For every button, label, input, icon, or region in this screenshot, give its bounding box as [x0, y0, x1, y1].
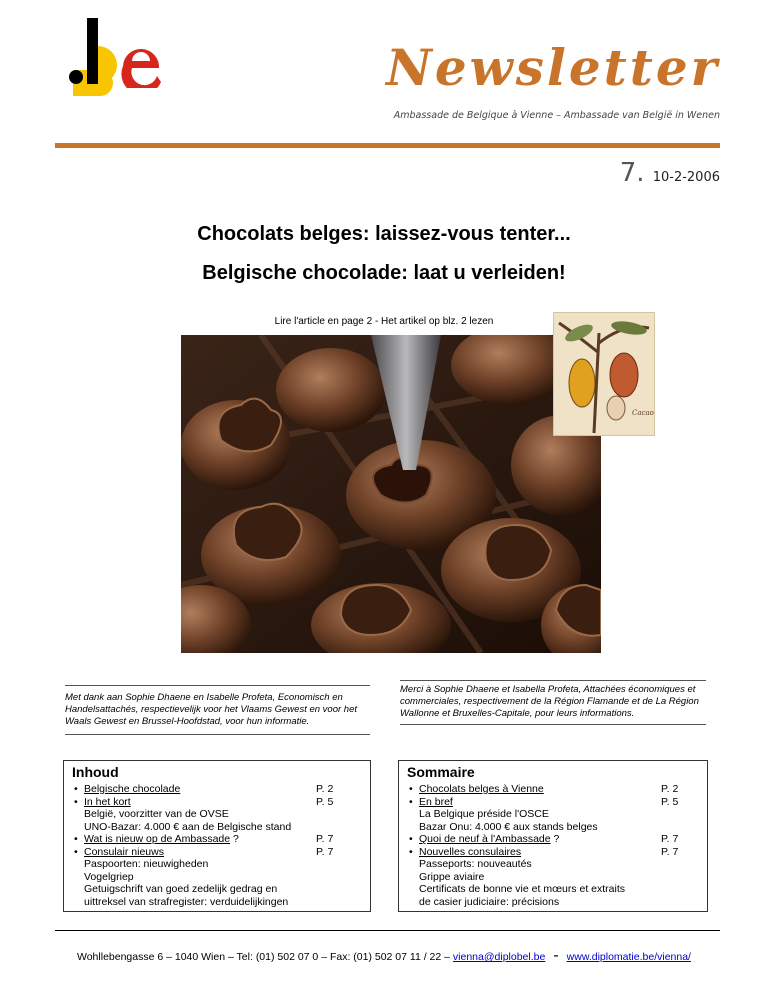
toc-item[interactable] [84, 796, 314, 809]
toc-link[interactable]: En bref [419, 795, 453, 808]
toc-item[interactable] [419, 796, 649, 809]
toc-page-number [661, 808, 678, 821]
chocolates-photo [181, 335, 601, 653]
toc-page-number: P. 5 [661, 795, 679, 808]
inhoud-list [64, 783, 314, 908]
toc-item [84, 821, 314, 834]
footer-separator: - [553, 947, 559, 964]
chocolates-piping-photo-icon [181, 335, 601, 653]
header-divider [55, 143, 720, 148]
toc-item [84, 883, 314, 896]
toc-link[interactable]: Belgische chocolade [84, 783, 181, 795]
logo-text [69, 16, 179, 100]
toc-subitem: België, voorzitter van de OVSE [84, 808, 229, 820]
toc-item [419, 821, 649, 834]
toc-item[interactable] [419, 846, 649, 859]
headline-fr: Chocolats belges: laissez-vous tenter... [197, 223, 571, 245]
newsletter-title: Newsletter [386, 38, 720, 97]
sommaire-box [398, 760, 708, 912]
toc-item[interactable] [419, 833, 649, 846]
inhoud-pages [316, 783, 333, 858]
toc-item[interactable] [419, 783, 649, 796]
cacao-caption: Cacao [632, 409, 654, 417]
toc-item [419, 871, 649, 884]
inhoud-box [63, 760, 371, 912]
toc-item[interactable] [84, 783, 314, 796]
inhoud-title: Inhoud [72, 764, 119, 780]
credit-fr: Merci à Sophie Dhaene et Isabella Profeta, Attachées économiques et commerciales, respectivement de la Région Flamande et de La Région Wallonne et Bruxelles-Capitale, pour leurs informations. [400, 680, 706, 725]
issue-date: 10-2-2006 [652, 170, 720, 185]
toc-item [84, 858, 314, 871]
issue-number: 7. [619, 158, 645, 188]
toc-subitem: Certificats de bonne vie et mœurs et extraits [419, 883, 625, 895]
toc-link[interactable]: Wat is nieuw op de Ambassade [84, 833, 231, 845]
cacao-pod-illustration-icon [554, 313, 654, 435]
footer-website-link[interactable]: www.diplomatie.be/vienna/ [566, 951, 691, 963]
toc-item [84, 808, 314, 821]
toc-item [84, 871, 314, 884]
footer-address: Wohllebengasse 6 – 1040 Wien – Tel: (01) 502 07 0 – Fax: (01) 502 07 11 / 22 – [77, 951, 453, 963]
toc-page-number: P. 2 [316, 783, 334, 795]
footer [0, 947, 768, 965]
toc-page-number: P. 7 [661, 845, 679, 858]
toc-subitem: Vogelgriep [84, 870, 134, 883]
toc-subitem: Paspoorten: nieuwigheden [84, 858, 209, 870]
toc-page-number: P. 7 [316, 845, 334, 858]
toc-item[interactable] [84, 846, 314, 859]
credit-nl: Met dank aan Sophie Dhaene en Isabelle Profeta, Economisch en Handelsattachés, respectievelijk voor het Vlaams Gewest en voor het Waals Gewest en Brussel-Hoofdstad, voor hun informatie. [65, 685, 370, 735]
issue-info [620, 158, 720, 188]
toc-subitem: Getuigschrift van goed zedelijk gedrag en [84, 883, 278, 895]
sommaire-list [399, 783, 649, 908]
toc-link[interactable]: Consulair nieuws [84, 845, 164, 858]
toc-page-number [316, 808, 333, 821]
toc-link[interactable]: Quoi de neuf à l'Ambassade [419, 833, 551, 845]
cacao-illustration [553, 312, 655, 436]
toc-subitem: UNO-Bazar: 4.000 € aan de Belgische stand [84, 820, 292, 833]
toc-suffix: ? [550, 833, 560, 845]
toc-item [84, 896, 314, 909]
toc-subitem: Bazar Onu: 4.000 € aux stands belges [419, 820, 598, 833]
toc-link[interactable]: Chocolats belges à Vienne [419, 783, 544, 795]
toc-item [419, 896, 649, 909]
sommaire-pages [661, 783, 678, 858]
be-logo [55, 30, 165, 100]
toc-page-number: P. 7 [661, 833, 679, 845]
toc-item [419, 858, 649, 871]
toc-page-number: P. 7 [316, 833, 334, 845]
toc-suffix: ? [230, 833, 239, 845]
read-more-line: Lire l'article en page 2 - Het artikel op blz. 2 lezen [274, 316, 494, 327]
toc-page-number [661, 821, 678, 834]
sommaire-title: Sommaire [407, 764, 475, 780]
toc-item[interactable] [84, 833, 314, 846]
toc-subitem: de casier judiciaire: précisions [419, 895, 560, 908]
toc-subitem: Passeports: nouveautés [419, 858, 532, 870]
be-logo-icon [69, 16, 179, 88]
newsletter-subtitle: Ambassade de Belgique à Vienne – Ambassade van België in Wenen [393, 110, 720, 121]
toc-page-number [316, 821, 333, 834]
toc-item [419, 883, 649, 896]
footer-divider [55, 930, 720, 931]
toc-link[interactable]: Nouvelles consulaires [419, 845, 522, 858]
toc-subitem: Grippe aviaire [419, 870, 485, 883]
headline-nl: Belgische chocolade: laat u verleiden! [202, 262, 566, 284]
toc-subitem: La Belgique préside l'OSCE [419, 808, 549, 820]
footer-email-link[interactable]: vienna@diplobel.be [452, 951, 546, 963]
toc-subitem: uittreksel van strafregister: verduidelijkingen [84, 895, 289, 908]
toc-page-number: P. 2 [661, 783, 679, 795]
toc-page-number: P. 5 [316, 795, 334, 808]
toc-link[interactable]: In het kort [84, 795, 131, 808]
toc-item [419, 808, 649, 821]
